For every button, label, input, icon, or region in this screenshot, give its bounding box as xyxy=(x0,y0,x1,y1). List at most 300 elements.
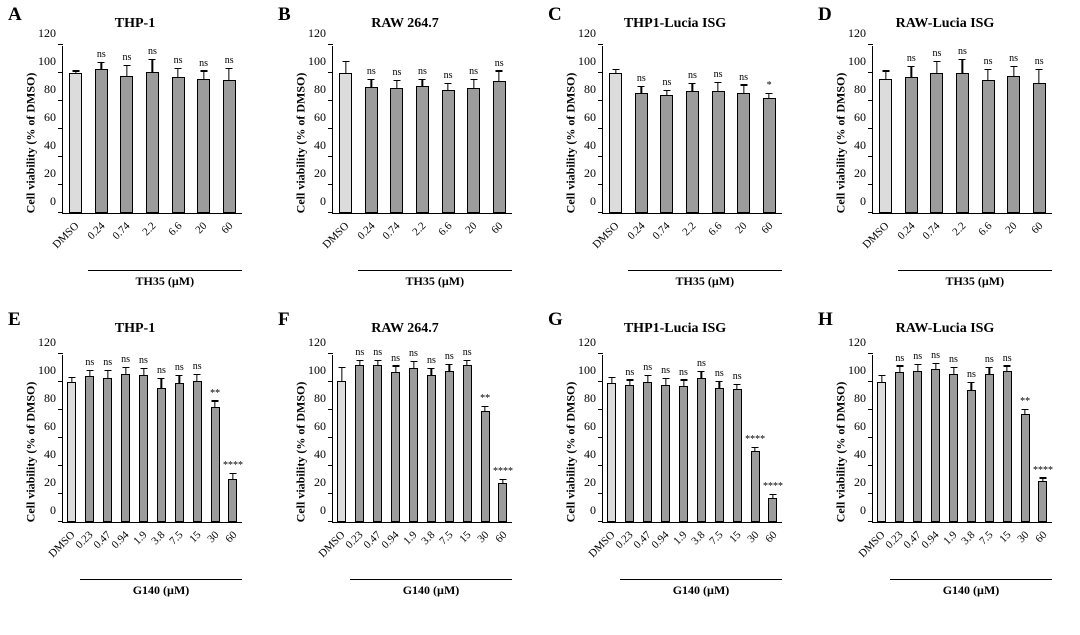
error-bar-cap xyxy=(68,377,75,378)
error-bar xyxy=(229,69,230,80)
bar xyxy=(442,90,455,213)
bar-column xyxy=(339,46,352,213)
error-bar xyxy=(473,80,474,88)
panel-letter: F xyxy=(278,309,290,330)
significance-annotation: ns xyxy=(696,358,706,370)
significance-annotation: ns xyxy=(426,355,436,367)
y-tick-label: 0 xyxy=(860,503,866,517)
significance-annotation: ns xyxy=(444,351,454,363)
dose-group-line xyxy=(88,270,242,271)
error-bar xyxy=(232,474,233,478)
y-tick-label: 80 xyxy=(584,82,596,96)
x-tick-label: 30 xyxy=(745,529,762,546)
bar xyxy=(409,368,418,522)
y-tick-label: 20 xyxy=(314,166,326,180)
error-bar-cap xyxy=(985,69,992,70)
y-tick-label: 0 xyxy=(860,194,866,208)
x-tick-label: 15 xyxy=(997,529,1014,546)
error-bar xyxy=(935,364,936,370)
error-bar-cap xyxy=(482,406,489,407)
x-tick-label: 3.8 xyxy=(689,529,708,548)
error-bar-cap xyxy=(86,370,93,371)
significance-annotation: ns xyxy=(643,362,653,374)
x-tick-label: 0.74 xyxy=(920,220,943,243)
x-tick-label: 1.9 xyxy=(941,529,960,548)
axes xyxy=(578,335,783,523)
x-tick-label: 15 xyxy=(727,529,744,546)
bar xyxy=(1021,414,1030,522)
significance-annotation: ns xyxy=(494,57,504,69)
y-tick-label: 80 xyxy=(854,82,866,96)
error-bar xyxy=(177,69,178,77)
y-tick-label: 100 xyxy=(578,54,596,68)
significance-annotation: ns xyxy=(418,66,427,77)
bar xyxy=(467,88,480,213)
bar xyxy=(751,451,760,522)
x-tick-label: 60 xyxy=(489,220,506,237)
error-bar xyxy=(101,63,102,69)
y-tick xyxy=(328,353,333,354)
error-bar-cap xyxy=(338,367,345,368)
error-bar-cap xyxy=(1004,365,1011,366)
error-bar-cap xyxy=(626,379,633,380)
x-tick-label: DMSO xyxy=(590,220,622,251)
x-axis-label: TH35 (µM) xyxy=(675,274,735,288)
error-bar-cap xyxy=(104,370,111,371)
y-tick-label: 40 xyxy=(854,447,866,461)
y-tick-label: 100 xyxy=(38,363,56,377)
error-bar-cap xyxy=(428,368,435,369)
bar-column xyxy=(211,355,220,522)
error-bar-cap xyxy=(663,90,670,91)
error-bar xyxy=(345,62,346,73)
dose-group-line xyxy=(628,270,782,271)
y-tick-label: 0 xyxy=(50,194,56,208)
significance-annotation: ns xyxy=(966,369,976,381)
x-tick-label: 0.94 xyxy=(649,529,672,552)
error-bar xyxy=(377,361,378,365)
error-bar-cap xyxy=(368,79,375,80)
error-bar-cap xyxy=(1036,69,1043,70)
significance-annotation: **** xyxy=(222,460,243,472)
error-bar-cap xyxy=(878,375,885,376)
error-bar-cap xyxy=(752,447,759,448)
x-tick-label: 60 xyxy=(763,529,780,546)
error-bar-cap xyxy=(226,68,233,69)
panel-title: THP-1 xyxy=(114,321,156,336)
bar xyxy=(445,371,454,522)
bar xyxy=(895,372,904,522)
y-tick-label: 80 xyxy=(314,82,326,96)
error-bar-cap xyxy=(715,82,722,83)
y-tick-label: 80 xyxy=(854,391,866,405)
y-tick-label: 80 xyxy=(584,391,596,405)
significance-annotation: ns xyxy=(122,52,132,63)
y-tick-label: 60 xyxy=(314,419,326,433)
bar-series xyxy=(333,347,513,522)
error-bar xyxy=(911,67,912,77)
y-tick-label: 120 xyxy=(848,26,866,40)
bar xyxy=(625,385,634,522)
y-tick-label: 60 xyxy=(584,419,596,433)
error-bar-cap xyxy=(638,86,645,87)
significance-annotation: ns xyxy=(199,57,209,69)
x-axis-label: TH35 (µM) xyxy=(135,274,195,288)
bar-column xyxy=(481,355,490,522)
error-bar xyxy=(754,448,755,451)
bar-column xyxy=(1007,46,1020,213)
x-tick-label: DMSO xyxy=(856,529,888,560)
bar-column xyxy=(493,46,506,213)
error-bar xyxy=(107,371,108,378)
significance-annotation: ns xyxy=(1002,352,1012,364)
dose-group-line xyxy=(898,270,1052,271)
bar xyxy=(67,382,76,522)
significance-annotation: ns xyxy=(192,361,202,372)
x-tick-label: DMSO xyxy=(586,529,618,560)
error-bar xyxy=(447,84,448,90)
significance-annotation: **** xyxy=(1032,464,1053,476)
bar xyxy=(905,77,918,213)
y-tick xyxy=(598,44,603,45)
x-tick-label: 0.23 xyxy=(343,529,366,552)
error-bar-cap xyxy=(1039,477,1046,478)
error-bar-cap xyxy=(470,79,477,80)
bar-column xyxy=(442,46,455,213)
bar-column xyxy=(1033,46,1046,213)
significance-annotation: ns xyxy=(174,362,184,374)
bar xyxy=(103,378,112,522)
significance-annotation: ns xyxy=(392,67,402,79)
panel-title: RAW-Lucia ISG xyxy=(895,16,995,31)
error-bar xyxy=(611,378,612,384)
significance-annotation: ns xyxy=(391,352,401,364)
panel-letter: B xyxy=(278,4,291,25)
error-bar xyxy=(143,369,144,375)
x-tick-label: 15 xyxy=(187,529,204,546)
error-bar-cap xyxy=(499,479,506,480)
bar xyxy=(120,76,133,213)
panel-f xyxy=(270,305,540,635)
error-bar-cap xyxy=(496,70,503,71)
error-bar xyxy=(197,375,198,381)
y-tick-label: 60 xyxy=(44,419,56,433)
error-bar xyxy=(666,91,667,95)
error-bar xyxy=(71,378,72,382)
bar xyxy=(391,372,400,522)
bar-column xyxy=(956,46,969,213)
error-bar xyxy=(615,70,616,73)
error-bar xyxy=(962,60,963,73)
bar xyxy=(1038,481,1047,522)
y-axis-label: Cell viability (% of DMSO) xyxy=(563,381,578,523)
x-tick-label: 15 xyxy=(457,529,474,546)
error-bar-cap xyxy=(445,83,452,84)
x-tick-label: 6.6 xyxy=(165,220,185,239)
bar-column xyxy=(391,352,401,522)
error-bar-cap xyxy=(72,70,79,71)
x-tick-label: 30 xyxy=(475,529,492,546)
x-tick-label: 60 xyxy=(219,220,236,237)
bar-column xyxy=(1002,352,1012,522)
error-bar-cap xyxy=(175,68,182,69)
error-bar xyxy=(396,81,397,88)
error-bar xyxy=(203,72,204,79)
error-bar xyxy=(665,379,666,385)
x-tick-label: 2.2 xyxy=(410,220,429,239)
bar-column xyxy=(223,46,236,213)
x-tick-label: 6.6 xyxy=(705,220,725,239)
y-tick-label: 20 xyxy=(314,475,326,489)
axes xyxy=(578,26,782,214)
error-bar xyxy=(641,87,642,93)
bar-column xyxy=(492,355,513,522)
error-bar-cap xyxy=(140,368,147,369)
error-bar xyxy=(126,66,127,76)
bar-series xyxy=(603,355,782,522)
significance-annotation: ns xyxy=(688,70,697,82)
x-tick-label: 0.47 xyxy=(631,529,654,552)
bar xyxy=(686,91,699,213)
error-bar xyxy=(701,372,702,378)
error-bar-cap xyxy=(342,61,349,62)
x-tick-label: 60 xyxy=(493,529,510,546)
error-bar xyxy=(683,381,684,387)
bar-column xyxy=(913,351,923,522)
bar-column xyxy=(416,46,429,213)
bar-column xyxy=(745,355,766,522)
bar xyxy=(498,483,507,522)
bar-column xyxy=(157,355,166,522)
error-bar-cap xyxy=(608,377,615,378)
bar xyxy=(949,374,958,522)
bar-series xyxy=(873,46,1052,213)
bar xyxy=(463,365,472,522)
error-bar-cap xyxy=(419,79,426,80)
error-bar-cap xyxy=(194,374,201,375)
error-bar xyxy=(917,365,918,371)
x-tick-label: 20 xyxy=(463,220,480,237)
panel-d xyxy=(810,0,1080,305)
error-bar-cap xyxy=(176,375,183,376)
error-bar-cap xyxy=(158,378,165,379)
error-bar-cap xyxy=(933,61,940,62)
significance-annotation: **** xyxy=(745,433,766,445)
significance-annotation: ns xyxy=(148,46,157,58)
error-bar xyxy=(214,402,215,408)
significance-annotation: **** xyxy=(492,466,513,477)
dose-group-line xyxy=(350,579,512,580)
bar xyxy=(1007,76,1020,213)
bar-column xyxy=(686,46,699,213)
error-bar-cap xyxy=(392,365,399,366)
bar xyxy=(956,73,969,213)
plot-area xyxy=(540,26,810,288)
panel-a xyxy=(0,0,270,305)
x-tick-label: 0.94 xyxy=(109,529,132,552)
bar-series xyxy=(873,349,1053,522)
y-tick-label: 100 xyxy=(308,54,326,68)
bar-column xyxy=(643,355,652,522)
bar-column xyxy=(444,351,454,522)
bar xyxy=(172,77,185,213)
significance-annotation: ** xyxy=(480,393,491,405)
panel-letter: G xyxy=(548,309,563,330)
y-tick-label: 120 xyxy=(578,335,596,349)
error-bar xyxy=(341,368,342,381)
significance-annotation: ns xyxy=(913,351,923,363)
bar-column xyxy=(337,355,346,522)
bar-column xyxy=(1032,355,1053,522)
x-tick-label: 7.5 xyxy=(437,529,456,548)
bar xyxy=(146,72,159,213)
significance-annotation: ns xyxy=(1034,56,1044,68)
error-bar xyxy=(1042,479,1043,482)
error-bar xyxy=(371,80,372,87)
bar xyxy=(1003,371,1012,522)
y-tick xyxy=(328,44,333,45)
x-tick-label: 0.24 xyxy=(894,220,918,243)
x-tick-label: DMSO xyxy=(50,220,82,251)
bar-column xyxy=(69,46,82,213)
significance-annotation: ns xyxy=(121,354,131,365)
error-bar-cap xyxy=(356,360,363,361)
y-tick xyxy=(868,44,873,45)
significance-annotation: ns xyxy=(714,368,724,379)
x-tick-label: 0.74 xyxy=(650,220,673,243)
error-bar xyxy=(413,362,414,368)
y-tick-label: 80 xyxy=(314,391,326,405)
significance-annotation: ns xyxy=(906,53,916,65)
significance-annotation: ns xyxy=(173,54,183,66)
y-tick-label: 0 xyxy=(320,503,326,517)
error-bar xyxy=(989,368,990,374)
error-bar xyxy=(484,407,485,411)
panel-title: RAW 264.7 xyxy=(371,321,439,336)
x-tick-label: 3.8 xyxy=(959,529,978,548)
bar-column xyxy=(879,46,892,213)
x-tick-label: 3.8 xyxy=(419,529,438,548)
y-axis-label: Cell viability (% of DMSO) xyxy=(293,381,308,523)
bar-column xyxy=(462,347,472,522)
y-tick-label: 120 xyxy=(38,26,56,40)
bar xyxy=(930,73,943,213)
y-tick-label: 40 xyxy=(584,447,596,461)
error-bar-cap xyxy=(769,494,776,495)
significance-annotation: ns xyxy=(984,354,994,365)
bar-column xyxy=(697,355,706,522)
bar xyxy=(481,411,490,522)
x-tick-label: 60 xyxy=(223,529,240,546)
bar-column xyxy=(365,46,378,213)
y-tick-label: 60 xyxy=(314,110,326,124)
y-tick-label: 0 xyxy=(50,503,56,517)
x-tick-label: 7.5 xyxy=(167,529,186,548)
bar xyxy=(85,376,94,522)
bar-series xyxy=(333,46,512,213)
x-tick-label: 60 xyxy=(1033,529,1050,546)
y-tick-label: 120 xyxy=(308,26,326,40)
bar xyxy=(679,386,688,522)
bar-column xyxy=(733,355,742,522)
bar xyxy=(228,479,237,522)
error-bar-cap xyxy=(374,360,381,361)
significance-annotation: ns xyxy=(958,46,967,58)
error-bar-cap xyxy=(212,400,219,401)
x-tick-label: 0.24 xyxy=(354,220,378,243)
x-axis-label: G140 (µM) xyxy=(942,583,1000,597)
panel-title: THP1-Lucia ISG xyxy=(623,321,727,336)
panel-letter: C xyxy=(548,4,562,25)
x-tick-label: 0.94 xyxy=(379,529,402,552)
y-tick-label: 100 xyxy=(38,54,56,68)
significance-annotation: ns xyxy=(443,70,453,82)
bar xyxy=(223,80,236,213)
panel-letter: E xyxy=(8,309,21,330)
bar xyxy=(427,375,436,522)
significance-annotation: ns xyxy=(662,77,672,89)
x-tick-label: DMSO xyxy=(320,220,352,251)
y-tick-label: 40 xyxy=(584,138,596,152)
x-tick-label: 30 xyxy=(205,529,222,546)
significance-annotation: ns xyxy=(1009,53,1019,65)
x-tick-label: DMSO xyxy=(860,220,892,251)
x-axis-label: G140 (µM) xyxy=(672,583,730,597)
significance-annotation: ns xyxy=(462,347,472,358)
axes xyxy=(38,26,242,214)
x-axis-label: TH35 (µM) xyxy=(405,274,465,288)
dose-group-line xyxy=(890,579,1052,580)
error-bar xyxy=(502,480,503,483)
x-tick-label: 6.6 xyxy=(435,220,455,239)
significance-annotation: ns xyxy=(713,68,723,80)
bar xyxy=(139,375,148,522)
bar xyxy=(193,381,202,522)
y-tick-label: 20 xyxy=(854,475,866,489)
x-axis-label: TH35 (µM) xyxy=(945,274,1005,288)
bar xyxy=(913,371,922,522)
error-bar xyxy=(395,367,396,373)
error-bar-cap xyxy=(123,65,130,66)
bar xyxy=(197,79,210,213)
significance-annotation: ns xyxy=(625,366,635,378)
significance-annotation: ns xyxy=(983,56,993,68)
x-tick-label: 0.23 xyxy=(613,529,636,552)
plot-area xyxy=(270,26,540,288)
bar xyxy=(609,73,622,213)
dose-group-line xyxy=(80,579,242,580)
bar-column xyxy=(172,46,185,213)
plot-area xyxy=(810,26,1080,288)
error-bar-cap xyxy=(149,59,156,60)
x-tick-label: DMSO xyxy=(316,529,348,560)
bar-column xyxy=(762,355,783,522)
error-bar xyxy=(467,361,468,365)
error-bar-cap xyxy=(896,365,903,366)
y-axis-label: Cell viability (% of DMSO) xyxy=(833,72,848,214)
bar xyxy=(69,73,82,213)
y-axis-label: Cell viability (% of DMSO) xyxy=(293,72,308,214)
bar xyxy=(493,81,506,213)
error-bar xyxy=(936,62,937,73)
significance-annotation: ns xyxy=(103,356,113,368)
significance-annotation: ns xyxy=(636,73,646,84)
error-bar-cap xyxy=(740,84,747,85)
significance-annotation: ns xyxy=(409,348,418,360)
bar-column xyxy=(967,355,976,522)
bar-column xyxy=(661,355,670,522)
bar xyxy=(763,98,776,213)
